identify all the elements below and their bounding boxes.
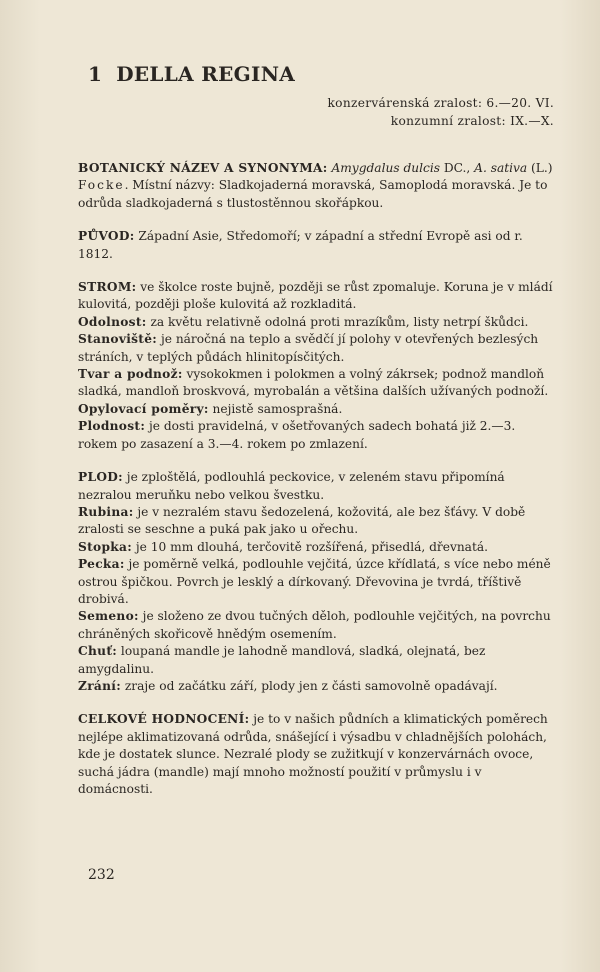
hardiness-label: Odolnost: (78, 314, 147, 329)
evaluation-paragraph (78, 711, 554, 798)
botanical-paragraph (78, 160, 554, 212)
origin-text: Západní Asie, Středomoří; v západní a střední Evropě asi od r. 1812. (78, 229, 523, 261)
ripening-paragraph (78, 678, 554, 695)
stone-text: je poměrně velká, podlouhle vejčitá, úzce křídlatá, s více nebo méně ostrou špičkou. Povrch je lesklý a dírkovaný. Dřevovina je tvrdá, tříštivě drobivá. (78, 557, 551, 606)
site-paragraph (78, 331, 554, 366)
evaluation-text: je to v našich půdních a klimatických poměrech nejlépe aklimatizovaná odrůda, snášející i výsadbu v chladnějších polohách, kde je dostatek slunce. Nezralé plody se zužitkují v konzervárnách ovoce, suchá jádra (mandle) mají mnoho možností použití v průmyslu i v domácnosti. (78, 712, 548, 796)
botanical-text-3: . Místní názvy: Sladkojaderná moravská, Samoplodá moravská. Je to odrůda sladkojaderná s tlustostěnnou skořápkou. (78, 178, 548, 210)
site-label: Stanoviště: (78, 332, 158, 347)
hardiness-text: za květu relativně odolná proti mrazíkům, listy netrpí škůdci. (146, 314, 529, 329)
fertility-paragraph (78, 418, 554, 453)
tree-paragraph (78, 279, 554, 314)
fruit-label: PLOD: (78, 470, 123, 485)
latin-name-1: Amygdalus dulcis (331, 161, 440, 175)
form-rootstock-paragraph (78, 366, 554, 401)
taste-label: Chuť: (78, 644, 118, 659)
origin-paragraph (78, 228, 554, 263)
ripening-label: Zrání: (78, 678, 122, 693)
form-rootstock-text: vysokokmen i polokmen a volný zákrsek; podnož mandloň sladká, mandloň broskvová, myrobalán a většina dalších užívaných podnoží. (78, 367, 549, 399)
pollination-label: Opylovací poměry: (78, 401, 209, 416)
fruit-text: je zploštělá, podlouhlá peckovice, v zeleném stavu připomíná nezralou meruňku nebo velkou švestku. (78, 470, 505, 502)
fertility-text: je dosti pravidelná, v ošetřovaných sadech bohatá již 2.—3. rokem po zasazení a 3.—4. rokem po zmlazení. (78, 419, 516, 451)
pollination-text: nejistě samosprašná. (208, 401, 343, 416)
site-text: je náročná na teplo a svědčí jí polohy v otevřených bezlesých stráních, v teplých půdách hlinitopísčitých. (78, 332, 539, 364)
tree-text: ve školce roste bujně, později se růst zpomaluje. Koruna je v mládí kulovitá, později ploše kulovitá až rozkladitá. (78, 280, 553, 312)
tree-label: STROM: (78, 280, 137, 295)
ripeness-info (328, 94, 555, 130)
fertility-label: Plodnost: (78, 419, 146, 434)
seed-label: Semeno: (78, 609, 139, 624)
stone-label: Pecka: (78, 557, 125, 572)
hardiness-paragraph (78, 314, 554, 331)
hull-label: Rubina: (78, 504, 134, 519)
taste-text: loupaná mandle je lahodně mandlová, sladká, olejnatá, bez amygdalinu. (78, 644, 486, 676)
page-number: 232 (88, 867, 115, 883)
ripening-text: zraje od začátku září, plody jen z části samovolně opadávají. (121, 678, 498, 693)
hull-paragraph (78, 504, 554, 539)
evaluation-section (78, 711, 554, 798)
fruit-paragraph (78, 469, 554, 504)
ripeness-consumption: konzumní zralost: IX.—X. (390, 114, 554, 128)
seed-text: je složeno ze dvou tučných děloh, podlouhle vejčitých, na povrchu chráněných skořicově hnědým osemením. (78, 609, 551, 641)
variety-number: 1 (88, 62, 103, 86)
stalk-text: je 10 mm dlouhá, terčovitě rozšířená, přisedlá, dřevnatá. (132, 539, 488, 554)
fruit-section (78, 469, 554, 695)
seed-paragraph (78, 608, 554, 643)
hull-text: je v nezralém stavu šedozelená, kožovitá, ale bez šťávy. V době zralosti se seschne a puká pak jako u ořechu. (78, 504, 526, 537)
variety-description (78, 160, 554, 814)
stalk-label: Stopka: (78, 539, 133, 554)
botanical-label: BOTANICKÝ NÁZEV A SYNONYMA: (78, 161, 328, 175)
botanical-text-1: DC., (439, 161, 475, 175)
pollination-paragraph (78, 401, 554, 418)
stalk-paragraph (78, 539, 554, 556)
origin-label: PŮVOD: (78, 229, 135, 244)
stone-paragraph (78, 556, 554, 608)
taste-paragraph (78, 643, 554, 678)
latin-name-2: A. sativa (474, 161, 528, 175)
variety-name: DELLA REGINA (116, 62, 296, 86)
botanical-section (78, 160, 554, 212)
botanical-author: Focke (78, 178, 125, 193)
form-rootstock-label: Tvar a podnož: (78, 367, 183, 382)
tree-section (78, 279, 554, 453)
evaluation-label: CELKOVÉ HODNOCENÍ: (78, 712, 250, 727)
botanical-text-2: (L.) (527, 161, 553, 175)
variety-title (88, 62, 295, 86)
ripeness-canning: konzervárenská zralost: 6.—20. VI. (327, 96, 554, 110)
origin-section (78, 228, 554, 263)
